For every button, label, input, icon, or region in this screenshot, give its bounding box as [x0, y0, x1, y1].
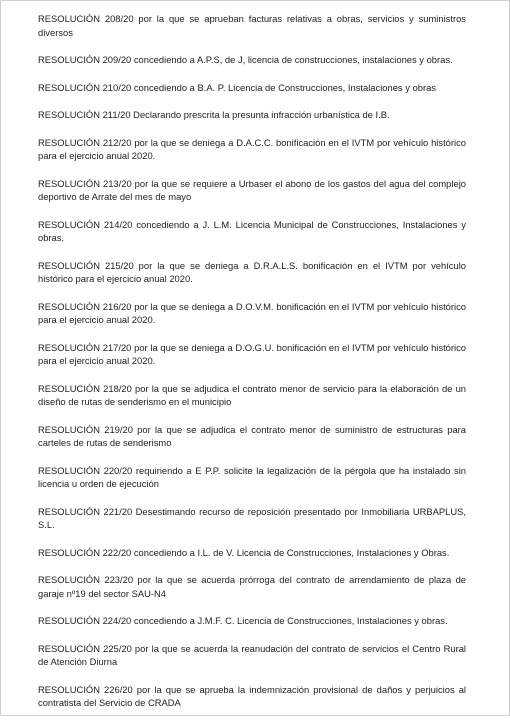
- resolution-entry: RESOLUCIÓN 217/20 por la que se deniega a D.O.G.U. bonificación en el IVTM por vehículo histórico para el ejercicio anual 2020.: [38, 341, 466, 366]
- resolution-entry: RESOLUCIÓN 212/20 por la que se deniega a D.A.C.C. bonificación en el IVTM por vehículo histórico para el ejercicio anual 2020.: [38, 136, 466, 161]
- resolution-entry: RESOLUCIÓN 218/20 por la que se adjudica el contrato menor de servicio para la elaboración de un diseño de rutas de senderismo en el municipio: [38, 382, 466, 407]
- resolution-entry: RESOLUCIÓN 222/20 concediendo a I.L. de V. Licencia de Construcciones, Instalaciones y Obras.: [38, 546, 450, 558]
- resolution-entry: RESOLUCIÓN 220/20 requiriendo a E P.P. solicite la legalización de la pérgola que ha instalado sin licencia u orden de ejecución: [38, 464, 466, 489]
- resolution-entry: RESOLUCIÓN 208/20 por la que se aprueban facturas relativas a obras, servicios y suministros diversos: [38, 13, 466, 38]
- resolution-entry: RESOLUCIÓN 213/20 por la que se requiere a Urbaser el abono de los gastos del agua del complejo deportivo de Arrate del mes de mayo: [38, 177, 466, 202]
- resolution-entry: RESOLUCIÓN 221/20 Desestimando recurso de reposición presentado por Inmobiliaria URBAPLUS, S.L.: [38, 505, 466, 530]
- resolution-entry: RESOLUCIÓN 209/20 concediendo a A.P.S, de J, licencia de construcciones, instalaciones y obras.: [38, 54, 453, 65]
- resolution-entry: RESOLUCIÓN 210/20 concediendo a B.A. P. Licencia de Construcciones, Instalaciones y obras: [38, 81, 436, 93]
- resolution-entry: RESOLUCIÓN 214/20 concediendo a J. L.M. Licencia Municipal de Construcciones, Instalaciones y obras.: [38, 218, 466, 243]
- resolution-entry: RESOLUCIÓN 223/20 por la que se acuerda prórroga del contrato de arrendamiento de plaza de garaje nº19 del sector SAU-N4: [38, 574, 466, 599]
- resolution-entry: RESOLUCIÓN 224/20 concediendo a J.M.F. C. Licencia de Construcciones, Instalaciones y obras.: [38, 615, 448, 626]
- resolution-entry: RESOLUCIÓN 219/20 por la que se adjudica el contrato menor de suministro de estructuras para carteles de rutas de senderismo: [38, 423, 466, 448]
- resolution-entry: RESOLUCIÓN 226/20 por la que se aprueba la indemnización provisional de daños y perjuicios al contratista del Servicio de CRADA: [38, 683, 466, 708]
- resolution-entry: RESOLUCIÓN 216/20 por la que se deniega a D.O.V.M. bonificación en el IVTM por vehículo histórico para el ejercicio anual 2020.: [38, 300, 466, 325]
- resolution-entry: RESOLUCIÓN 225/20 por la que se acuerda la reanudación del contrato de servicios el Centro Rural de Atención Diurna: [38, 642, 466, 667]
- resolution-entry: RESOLUCIÓN 211/20 Declarando prescrita la presunta infracción urbanística de I.B.: [38, 109, 390, 120]
- resolution-entry: RESOLUCIÓN 215/20 por la que se deniega a D.R.A.L.S. bonificación en el IVTM por vehículo histórico para el ejercicio anual 2020.: [38, 259, 466, 284]
- resolution-list: [38, 12, 466, 724]
